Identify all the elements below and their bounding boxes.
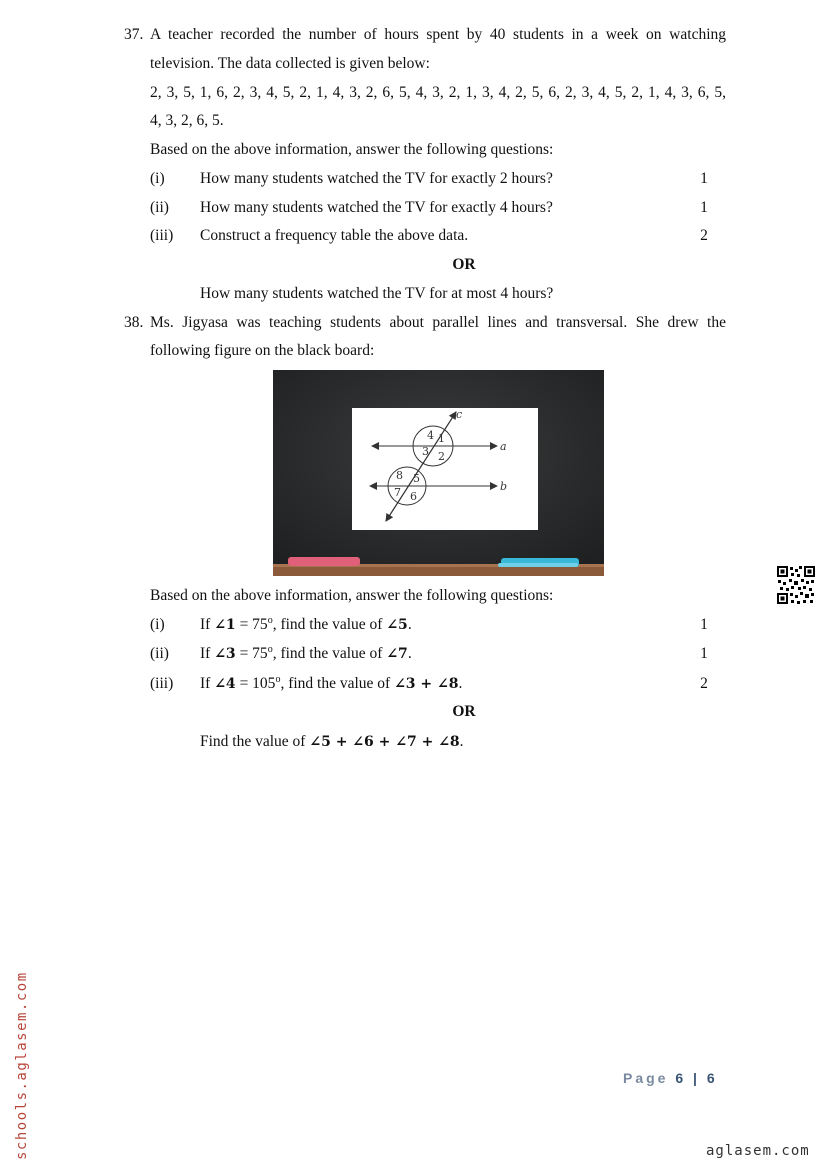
angle-2-label: 2: [438, 450, 445, 463]
bottom-watermark: aglasem.com: [706, 1143, 810, 1159]
line-a-label: a: [500, 440, 507, 453]
question-37-stem-line-1: A teacher recorded the number of hours spent by 40 students in a week on watching: [150, 26, 726, 43]
question-37-or-label: OR: [452, 256, 476, 273]
question-37-part-text: How many students watched the TV for exactly 4 hours?: [200, 199, 553, 216]
question-37-number: 37.: [124, 26, 144, 43]
parallel-lines-diagram: [352, 408, 538, 530]
question-37-part-label: (ii): [150, 199, 169, 216]
line-b-label: b: [500, 480, 508, 493]
question-37-part-marks: 1: [700, 170, 708, 187]
question-38-number: 38.: [124, 314, 144, 331]
question-38-stem-line-2: following figure on the black board:: [150, 342, 375, 359]
angle-5-label: 5: [413, 472, 420, 485]
angle-6-label: 6: [410, 490, 417, 503]
question-37-part-marks: 1: [700, 199, 708, 216]
question-37-instruction: Based on the above information, answer the following questions:: [150, 141, 554, 158]
question-38-instruction: Based on the above information, answer the following questions:: [150, 587, 554, 604]
qr-code-icon[interactable]: [776, 565, 816, 605]
blackboard-figure: [273, 370, 604, 576]
question-37-part-text: Construct a frequency table the above data.: [200, 227, 469, 244]
question-37-data-line-1: 2, 3, 5, 1, 6, 2, 3, 4, 5, 2, 1, 4, 3, 2, 6, 5, 4, 3, 2, 1, 3, 4, 2, 5, 6, 2, 3, 4, 5, 2, 1, 4, 3, 6, 5,: [150, 84, 726, 101]
question-38-part-label: (i): [150, 616, 165, 633]
question-38-or-question: Find the value of ∠5 + ∠6 + ∠7 + ∠8.: [200, 733, 464, 750]
question-37-stem-line-2: television. The data collected is given below:: [150, 55, 430, 72]
question-38-part-text: If ∠1 = $75^o$, find the value of ∠5.: [200, 614, 412, 633]
blackboard-illustration: [273, 370, 604, 576]
angle-7-label: 7: [394, 486, 401, 499]
question-37-part-label: (iii): [150, 227, 174, 244]
question-38-part-text: If ∠3 = $75^o$, find the value of ∠7.: [200, 643, 412, 662]
question-37-part-marks: 2: [700, 227, 708, 244]
question-38-or-label: OR: [452, 703, 476, 720]
question-37-part-text: How many students watched the TV for exactly 2 hours?: [200, 170, 553, 187]
question-38-part-text: If ∠4 = $105^o$, find the value of ∠3 + ∠8.: [200, 673, 463, 692]
pink-chalk-stick: [288, 557, 360, 566]
question-37-or-question: How many students watched the TV for at most 4 hours?: [200, 285, 554, 302]
angle-4-label: 4: [427, 429, 434, 442]
question-37-data-line-2: 4, 3, 2, 6, 5.: [150, 112, 224, 129]
question-38-part-marks: 1: [700, 616, 708, 633]
question-38-part-label: (iii): [150, 675, 174, 692]
question-38-part-label: (ii): [150, 645, 169, 662]
page-number: Page 6 | 6: [623, 1070, 718, 1086]
side-watermark: schools.aglasem.com: [14, 971, 30, 1160]
chalk-tray: [273, 566, 604, 576]
diagram-card: [352, 408, 538, 530]
question-37-part-label: (i): [150, 170, 165, 187]
angle-1-label: 1: [438, 432, 445, 445]
angle-3-label: 3: [422, 445, 429, 458]
transversal-label: c: [456, 408, 463, 421]
question-38-stem-line-1: Ms. Jigyasa was teaching students about parallel lines and transversal. She drew the: [150, 314, 726, 331]
question-38-part-marks: 1: [700, 645, 708, 662]
question-38-part-marks: 2: [700, 675, 708, 692]
angle-8-label: 8: [396, 469, 403, 482]
